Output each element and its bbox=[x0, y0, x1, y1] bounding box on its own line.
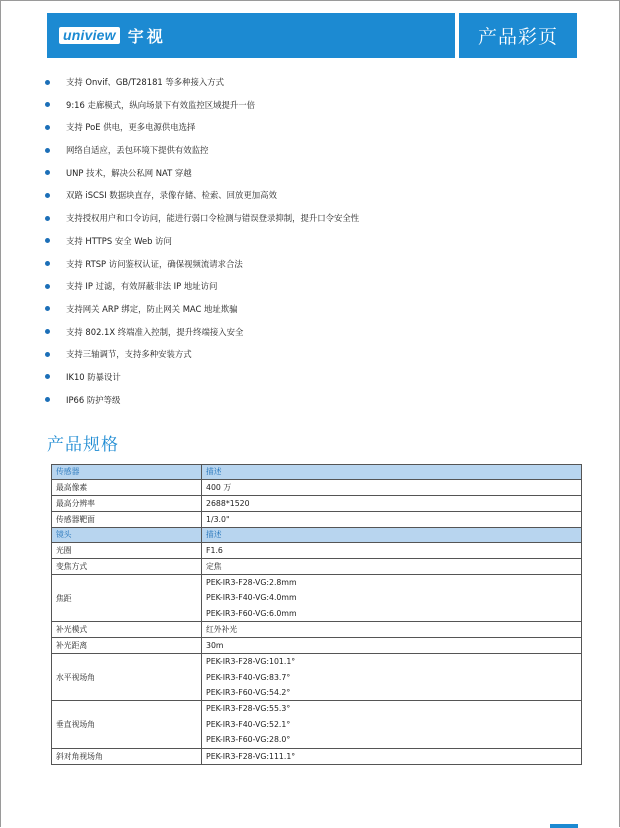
spec-label-cell: 补光模式 bbox=[52, 622, 202, 638]
spec-value-cell: 2688*1520 bbox=[202, 496, 582, 512]
spec-value-line: PEK-IR3-F40-VG:52.1° bbox=[206, 719, 291, 729]
feature-text: 支持网关 ARP 绑定，防止网关 MAC 地址欺骗 bbox=[66, 303, 238, 314]
spec-value-cell: F1.6 bbox=[202, 543, 582, 559]
feature-item bbox=[44, 279, 359, 302]
bullet-icon bbox=[45, 238, 50, 243]
feature-text: 网络自适应，丢包环境下提供有效监控 bbox=[66, 145, 209, 156]
bullet-icon bbox=[45, 80, 50, 85]
spec-value-line: PEK-IR3-F28-VG:55.3° bbox=[206, 704, 291, 714]
spec-value-cell: 描述 bbox=[202, 465, 582, 480]
feature-item bbox=[44, 234, 359, 257]
spec-label-cell: 补光距离 bbox=[52, 638, 202, 654]
spec-value-cell: PEK-IR3-F28-VG:111.1° bbox=[202, 748, 582, 764]
spec-value-cell: 1/3.0" bbox=[202, 512, 582, 528]
feature-text: 支持授权用户和口令访问，能进行弱口令检测与错误登录抑制，提升口令安全性 bbox=[66, 213, 360, 224]
uniview-logo bbox=[59, 24, 166, 47]
spec-row bbox=[52, 638, 582, 654]
spec-label-cell: 斜对角视场角 bbox=[52, 748, 202, 764]
bullet-icon bbox=[45, 284, 50, 289]
feature-text: 9:16 走廊模式，纵向场景下有效监控区域提升一倍 bbox=[66, 99, 255, 110]
spec-label-cell: 水平视场角 bbox=[52, 654, 202, 701]
bullet-icon bbox=[45, 329, 50, 334]
feature-item bbox=[44, 166, 359, 189]
spec-row bbox=[52, 559, 582, 575]
page-corner-mark bbox=[550, 824, 578, 828]
spec-row bbox=[52, 622, 582, 638]
feature-text: 支持 Onvif、GB/T28181 等多种接入方式 bbox=[66, 77, 225, 87]
spec-group-header-row bbox=[52, 528, 582, 543]
bullet-icon bbox=[45, 261, 50, 266]
bullet-icon bbox=[45, 306, 50, 311]
feature-text: 支持 IP 过滤，有效屏蔽非法 IP 地址访问 bbox=[66, 281, 218, 292]
feature-item bbox=[44, 302, 359, 325]
bullet-icon bbox=[45, 352, 50, 357]
bullet-icon bbox=[45, 170, 50, 175]
header-brand-bar bbox=[47, 13, 455, 58]
spec-value-cell: 描述 bbox=[202, 528, 582, 543]
spec-label-cell: 最高分辨率 bbox=[52, 496, 202, 512]
feature-text: 支持 RTSP 访问鉴权认证，确保视频流请求合法 bbox=[66, 258, 243, 269]
spec-label-cell: 传感器 bbox=[52, 465, 202, 480]
spec-value-cell: 30m bbox=[202, 638, 582, 654]
spec-label-cell: 变焦方式 bbox=[52, 559, 202, 575]
bullet-icon bbox=[45, 397, 50, 402]
feature-item bbox=[44, 370, 359, 393]
spec-value-cell bbox=[202, 701, 582, 748]
feature-item bbox=[44, 143, 359, 166]
spec-value-cell bbox=[202, 575, 582, 622]
bullet-icon bbox=[45, 374, 50, 379]
spec-value-line: PEK-IR3-F60-VG:6.0mm bbox=[206, 608, 297, 618]
bullet-icon bbox=[45, 216, 50, 221]
feature-item bbox=[44, 393, 359, 416]
spec-value-cell: 红外补光 bbox=[202, 622, 582, 638]
feature-item bbox=[44, 75, 359, 98]
page-header bbox=[47, 13, 577, 58]
feature-text: UNP 技术，解决公私网 NAT 穿越 bbox=[66, 167, 192, 178]
feature-item bbox=[44, 347, 359, 370]
spec-value-line: PEK-IR3-F28-VG:2.8mm bbox=[206, 578, 297, 587]
spec-row bbox=[52, 654, 582, 701]
feature-text: 支持 PoE 供电，更多电源供电选择 bbox=[66, 122, 196, 133]
spec-value-line: PEK-IR3-F40-VG:83.7° bbox=[206, 672, 291, 682]
feature-item bbox=[44, 257, 359, 280]
spec-row bbox=[52, 748, 582, 764]
feature-text: 支持三轴调节，支持多种安装方式 bbox=[66, 349, 192, 360]
logo-wordmark: uniview bbox=[59, 27, 120, 44]
bullet-icon bbox=[45, 148, 50, 153]
feature-item bbox=[44, 211, 359, 234]
spec-label-cell: 镜头 bbox=[52, 528, 202, 543]
spec-row bbox=[52, 512, 582, 528]
brochure-title: 产品彩页 bbox=[459, 13, 577, 58]
spec-value-line: PEK-IR3-F40-VG:4.0mm bbox=[206, 593, 297, 603]
bullet-icon bbox=[45, 193, 50, 198]
spec-value-line: PEK-IR3-F60-VG:54.2° bbox=[206, 687, 291, 697]
spec-label-cell: 焦距 bbox=[52, 575, 202, 622]
spec-value-cell: 400 万 bbox=[202, 480, 582, 496]
feature-text: IK10 防暴设计 bbox=[66, 371, 121, 382]
spec-label-cell: 垂直视场角 bbox=[52, 701, 202, 748]
feature-text: IP66 防护等级 bbox=[66, 394, 121, 405]
bullet-icon bbox=[45, 125, 50, 130]
spec-table bbox=[51, 464, 582, 765]
spec-row bbox=[52, 480, 582, 496]
feature-item bbox=[44, 188, 359, 211]
feature-text: 双路 iSCSI 数据块直存，录像存储、检索、回放更加高效 bbox=[66, 190, 277, 201]
spec-label-cell: 最高像素 bbox=[52, 480, 202, 496]
logo-chinese-name: 宇视 bbox=[127, 27, 166, 46]
spec-value-line: PEK-IR3-F60-VG:28.0° bbox=[206, 735, 291, 745]
bullet-icon bbox=[45, 102, 50, 107]
spec-value-cell bbox=[202, 654, 582, 701]
spec-row bbox=[52, 701, 582, 748]
spec-row bbox=[52, 543, 582, 559]
spec-row bbox=[52, 575, 582, 622]
spec-section-title: 产品规格 bbox=[47, 435, 119, 455]
feature-text: 支持 HTTPS 安全 Web 访问 bbox=[66, 235, 172, 246]
feature-item bbox=[44, 325, 359, 348]
feature-item bbox=[44, 98, 359, 121]
spec-row bbox=[52, 496, 582, 512]
spec-label-cell: 光圈 bbox=[52, 543, 202, 559]
spec-group-header-row bbox=[52, 465, 582, 480]
feature-text: 支持 802.1X 终端准入控制，提升终端接入安全 bbox=[66, 326, 244, 337]
spec-label-cell: 传感器靶面 bbox=[52, 512, 202, 528]
spec-value-cell: 定焦 bbox=[202, 559, 582, 575]
spec-value-line: PEK-IR3-F28-VG:101.1° bbox=[206, 657, 296, 667]
feature-item bbox=[44, 120, 359, 143]
feature-list bbox=[44, 75, 359, 415]
